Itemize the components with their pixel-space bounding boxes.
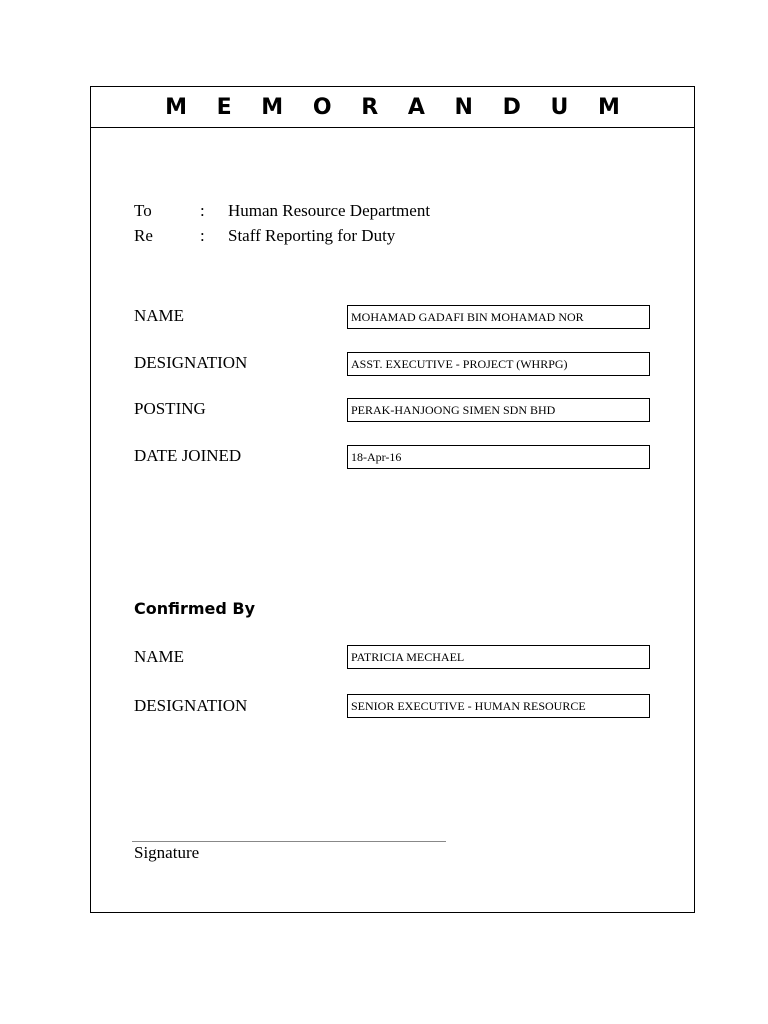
re-value: Staff Reporting for Duty xyxy=(228,226,396,245)
confirmer-name-label: NAME xyxy=(134,647,185,666)
memo-header xyxy=(91,87,694,128)
staff-designation-field: ASST. EXECUTIVE - PROJECT (WHRPG) xyxy=(347,352,650,376)
memo-title: M E M O R A N D U M xyxy=(165,95,631,120)
date-joined-field: 18-Apr-16 xyxy=(347,445,650,469)
confirmer-designation-field: SENIOR EXECUTIVE - HUMAN RESOURCE xyxy=(347,694,650,718)
confirmer-designation-label: DESIGNATION xyxy=(134,696,248,715)
staff-designation-label: DESIGNATION xyxy=(134,353,248,372)
to-label: To xyxy=(134,201,152,220)
posting-field: PERAK-HANJOONG SIMEN SDN BHD xyxy=(347,398,650,422)
staff-name-field: MOHAMAD GADAFI BIN MOHAMAD NOR xyxy=(347,305,650,329)
posting-label: POSTING xyxy=(134,399,206,418)
signature-line xyxy=(132,841,446,842)
memorandum-form xyxy=(90,86,695,913)
staff-name-label: NAME xyxy=(134,306,185,325)
re-label: Re xyxy=(134,226,153,245)
confirmer-name-field: PATRICIA MECHAEL xyxy=(347,645,650,669)
to-colon: : xyxy=(200,201,205,220)
to-value: Human Resource Department xyxy=(228,201,431,220)
signature-label: Signature xyxy=(134,843,200,862)
re-colon: : xyxy=(200,226,205,245)
confirmed-by-heading: Confirmed By xyxy=(134,599,256,618)
date-joined-label: DATE JOINED xyxy=(134,446,242,465)
